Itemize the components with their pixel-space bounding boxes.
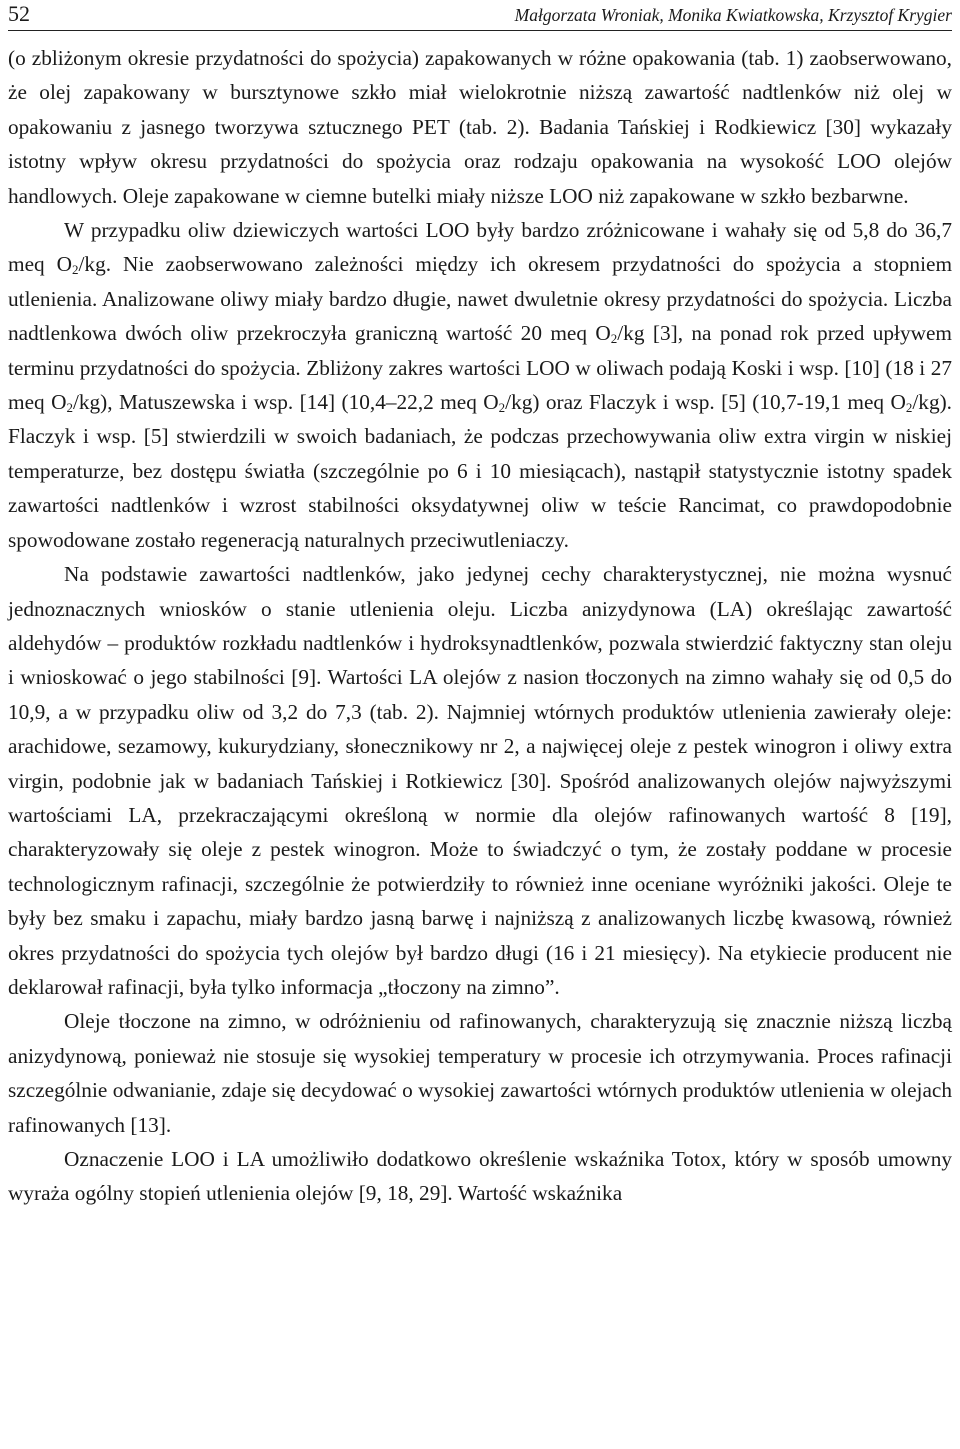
paragraph-2-text: /kg. Nie zaobserwowano zależności między ich okresem przydatności do spożycia a stopniem utlenienia. Analizowane oliwy miały bardzo długie, nawet dwuletnie okresy przydatności do spożycia. Liczba nadtlenkowa dwóch oliw przekroczyła graniczną wartość 20 meq O	[8, 252, 953, 346]
subscript-2: 2	[72, 262, 79, 278]
paragraph-5: Oznaczenie LOO i LA umożliwiło dodatkowo określenie wskaźnika Totox, który w sposób umowny wyraża ogólny stopień utlenienia olejów [9, 18, 29]. Wartość wskaźnika	[8, 1147, 952, 1206]
paragraph-3: Na podstawie zawartości nadtlenków, jako jedynej cechy charakterystycznej, nie można wysnuć jednoznacznych wniosków o stanie utlenienia oleju. Liczba anizydynowa (LA) określając zawartość aldehydów – produktów rozkładu nadtlenków i hydroksynadtlenków, pozwala stwierdzić faktyczny stan oleju i wnioskować o jego stabilności [9]. Wartości LA olejów z nasion tłoczonych na zimno wahały się od 0,5 do 10,9, a w przypadku oliw od 3,2 do 7,3 (tab. 2). Najmniej wtórnych produktów utlenienia zawierały oleje: arachidowe, sezamowy, kukurydziany, słonecznikowy nr 2, a najwięcej oleje z pestek winogron i oliwy extra virgin, podobnie jak w badaniach Tańskiej i Rotkiewicz [30]. Spośród analizowanych olejów najwyższymi wartościami LA, przekraczającymi określoną w normie dla olejów rafinowanych wartość 8 [19], charakteryzowały się oleje z pestek winogron. Może to świadczyć o tym, że zostały poddane w procesie technologicznym rafinacji, szczególnie że potwierdziły to również inne oceniane wyróżniki jakości. Oleje te były bez smaku i zapachu, miały bardzo jasną barwę i najniższą z analizowanych liczbę kwasową, również okres przydatności do spożycia tych olejów był bardzo długi (16 i 21 miesięcy). Na etykiecie producent nie deklarował rafinacji, była tylko informacja „tłoczony na zimno”.	[8, 562, 952, 999]
page-number: 52	[8, 1, 30, 26]
page	[8, 0, 952, 1211]
article-body	[8, 41, 952, 1211]
subscript-2: 2	[498, 400, 506, 416]
paragraph-1: (o zbliżonym okresie przydatności do spożycia) zapakowanych w różne opakowania (tab. 1) zaobserwowano, że olej zapakowany w bursztynowe szkło miał wielokrotnie niższą zawartość nadtlenków niż olej w opakowaniu z jasnego tworzywa sztucznego PET (tab. 2). Badania Tańskiej i Rodkiewicz [30] wykazały istotny wpływ okresu przydatności do spożycia oraz rodzaju opakowania na wysokość LOO olejów handlowych. Oleje zapakowane w ciemne butelki miały niższe LOO niż zapakowane w szkło bezbarwne.	[8, 46, 952, 208]
paragraph-2-text: /kg). Flaczyk i wsp. [5] stwierdzili w swoich badaniach, że podczas przechowywania oliw extra virgin w niskiej temperaturze, bez dostępu światła (szczególnie po 6 i 10 miesiącach), nastąpił statystycznie istotny spadek zawartości nadtlenków i wzrost stabilności oksydatywnej oliw w teście Rancimat, co prawdopodobnie spowodowane zostało regeneracją naturalnych przeciwutleniaczy.	[8, 390, 953, 552]
paragraph-2-text: /kg), Matuszewska i wsp. [14] (10,4–22,2 meq O	[72, 390, 499, 415]
subscript-2: 2	[66, 400, 73, 416]
running-head-authors: Małgorzata Wroniak, Monika Kwiatkowska, Krzysztof Krygier	[514, 5, 952, 25]
paragraph-4: Oleje tłoczone na zimno, w odróżnieniu od rafinowanych, charakteryzują się znacznie niższą liczbą anizydynową, ponieważ nie stosuje się wysokiej temperatury w procesie ich otrzymywania. Proces rafinacji szczególnie odwanianie, zdaje się decydować o wysokiej zawartości wtórnych produktów utlenienia w olejach rafinowanych [13].	[8, 1009, 952, 1137]
subscript-2: 2	[610, 331, 618, 347]
page-header	[8, 0, 952, 31]
paragraph-2-text: /kg [3], na ponad rok przed upływem terminu przydatności do spożycia. Zbliżony zakres wartości LOO w oliwach podają Koski i wsp. [10] (18 i 27 meq O	[8, 321, 952, 415]
paragraph-2	[8, 213, 952, 557]
subscript-2: 2	[905, 400, 913, 416]
paragraph-2-text: W przypadku oliw dziewiczych wartości LOO były bardzo zróżnicowane i wahały się od 5,8 do 36,7 meq O	[8, 218, 952, 277]
paragraph-2-text: /kg) oraz Flaczyk i wsp. [5] (10,7-19,1 meq O	[505, 390, 906, 415]
